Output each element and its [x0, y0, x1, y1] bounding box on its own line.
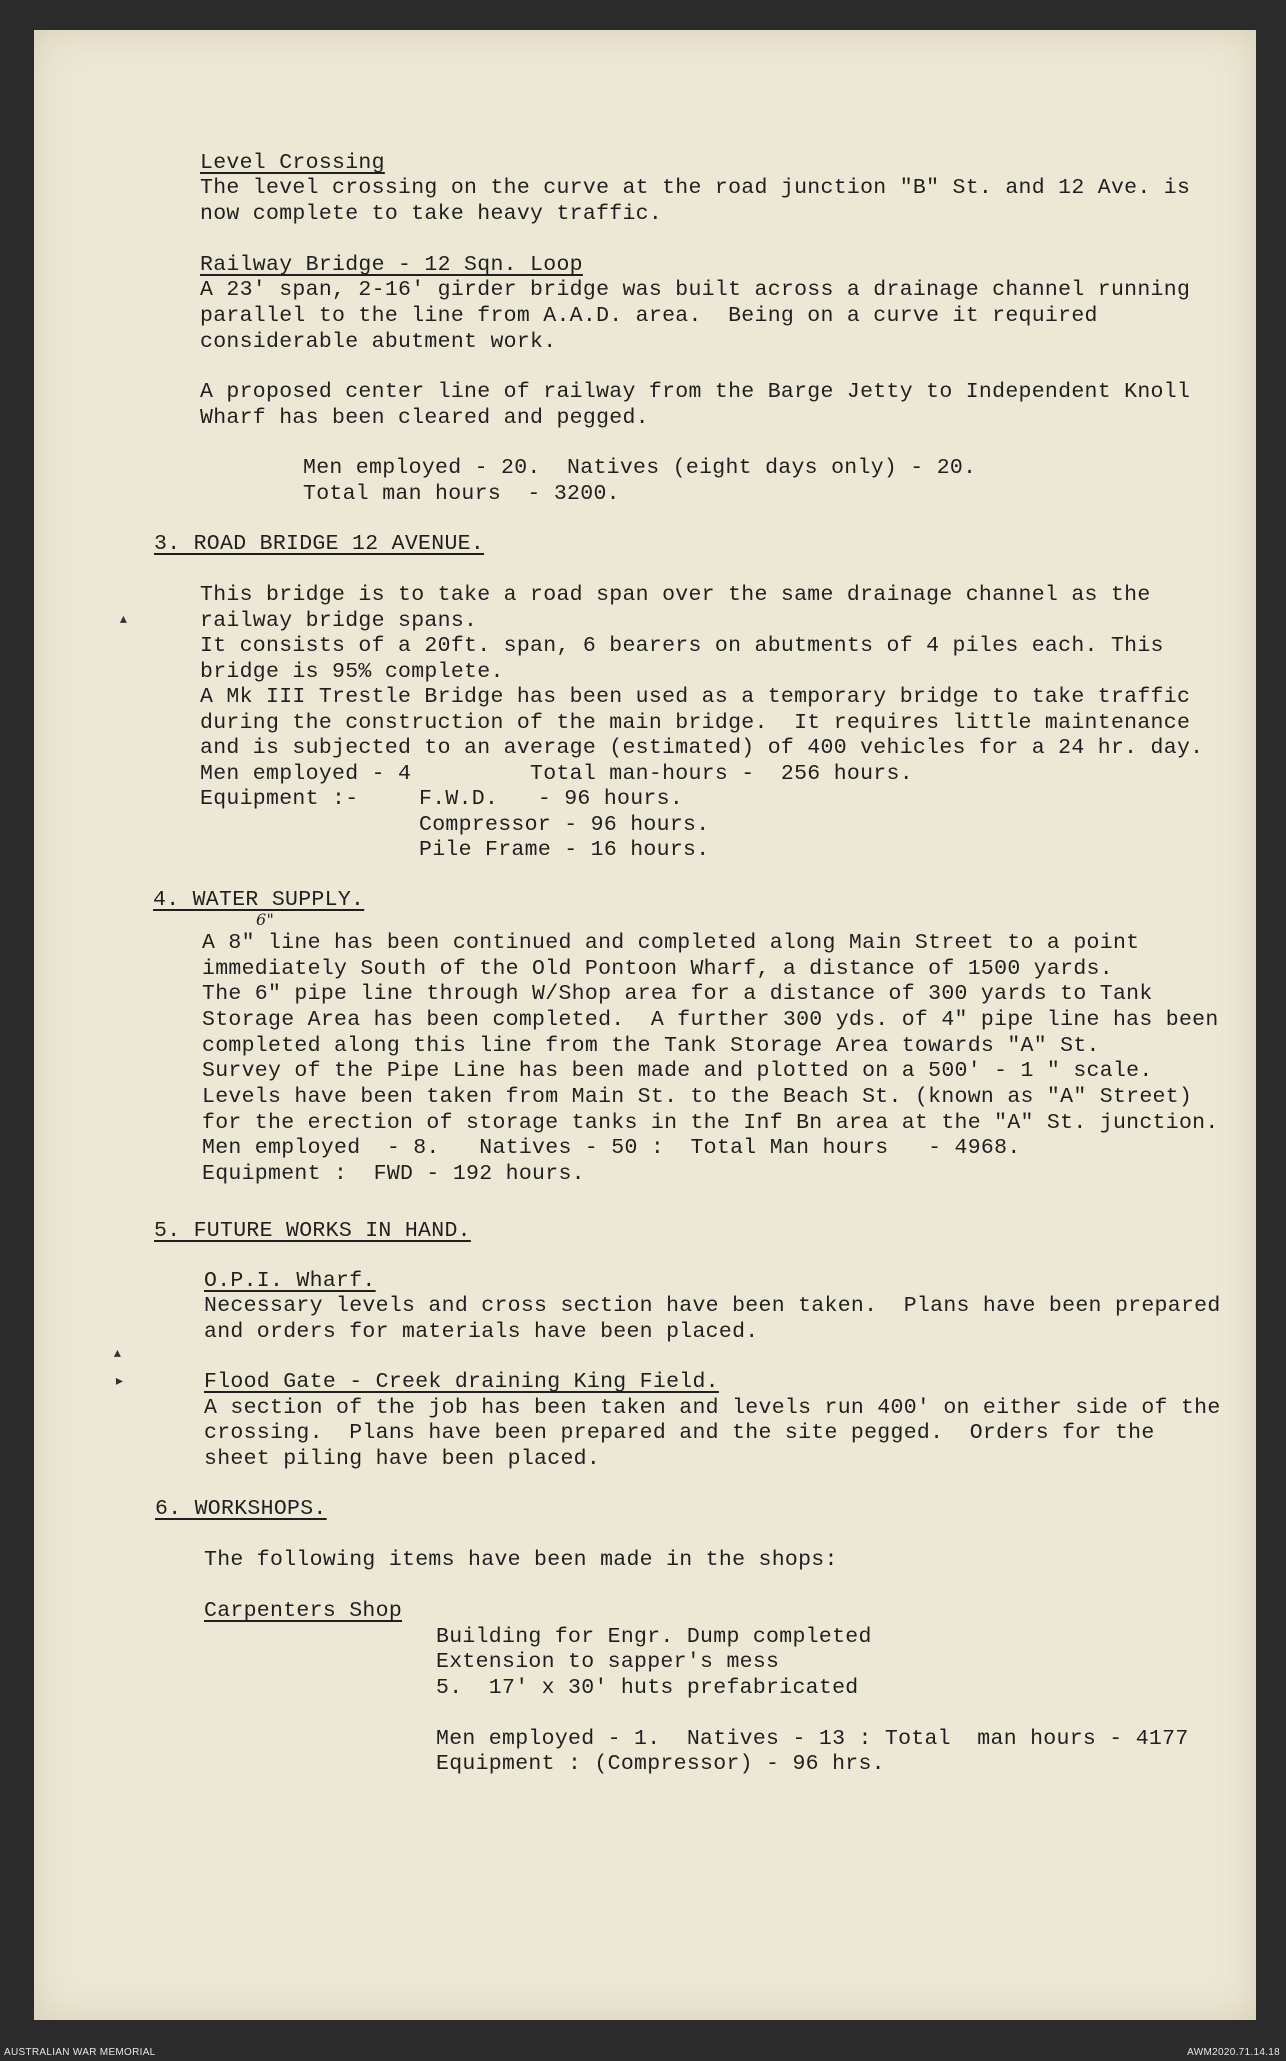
- handwritten-correction: 6": [256, 910, 275, 929]
- equipment-item: F.W.D. - 96 hours.: [419, 787, 684, 811]
- paragraph-line: railway bridge spans.: [200, 609, 478, 633]
- section-heading-water-supply: 4. WATER SUPPLY.: [153, 888, 365, 912]
- paragraph-line: Wharf has been cleared and pegged.: [200, 406, 649, 430]
- paragraph-line: Survey of the Pipe Line has been made and plotted on a 500' - 1 " scale.: [202, 1059, 1153, 1083]
- paragraph-line: Storage Area has been completed. A further 300 yds. of 4" pipe line has been: [202, 1008, 1219, 1032]
- paragraph-line: Men employed - 8. Natives - 50 : Total Man hours - 4968.: [202, 1136, 1021, 1160]
- paragraph-line: A Mk III Trestle Bridge has been used as a temporary bridge to take traffic: [200, 685, 1191, 709]
- paragraph-line: and is subjected to an average (estimated) of 400 vehicles for a 24 hr. day.: [200, 736, 1204, 760]
- paragraph-line: crossing. Plans have been prepared and the site pegged. Orders for the: [204, 1421, 1155, 1445]
- paragraph-line: A 8" line has been continued and completed along Main Street to a point: [202, 931, 1140, 955]
- document-page: [34, 30, 1256, 2020]
- railway-bridge-title: Railway Bridge - 12 Sqn. Loop: [200, 253, 583, 277]
- paragraph-line: Levels have been taken from Main St. to the Beach St. (known as "A" Street): [202, 1085, 1193, 1109]
- section-heading-road-bridge: 3. ROAD BRIDGE 12 AVENUE.: [154, 532, 485, 556]
- footer-reference: AWM2020.71.14.18: [1187, 2047, 1280, 2058]
- punch-mark: ▸: [114, 1372, 126, 1392]
- paragraph-line: for the erection of storage tanks in the Inf Bn area at the "A" St. junction.: [202, 1111, 1219, 1135]
- level-crossing-title: Level Crossing: [200, 151, 385, 175]
- paragraph-line: A section of the job has been taken and levels run 400' on either side of the: [204, 1396, 1221, 1420]
- section-heading-workshops: 6. WORKSHOPS.: [155, 1497, 327, 1521]
- paragraph-line: parallel to the line from A.A.D. area. Being on a curve it required: [200, 304, 1098, 328]
- paragraph-line: The level crossing on the curve at the road junction "B" St. and 12 Ave. is: [200, 176, 1191, 200]
- equipment-label: Equipment :-: [200, 787, 359, 811]
- paragraph-line: Necessary levels and cross section have been taken. Plans have been prepared: [204, 1294, 1221, 1318]
- paragraph-line: immediately South of the Old Pontoon Wharf, a distance of 1500 yards.: [202, 957, 1113, 981]
- workshop-item: 5. 17' x 30' huts prefabricated: [436, 1676, 859, 1700]
- paragraph-line: It consists of a 20ft. span, 6 bearers on abutments of 4 piles each. This: [200, 634, 1164, 658]
- paragraph-line: and orders for materials have been placed.: [204, 1320, 759, 1344]
- paragraph-line: considerable abutment work.: [200, 330, 557, 354]
- paragraph-line: A proposed center line of railway from the Barge Jetty to Independent Knoll: [200, 380, 1191, 404]
- paragraph-line: Men employed - 4 Total man-hours - 256 hours.: [200, 762, 913, 786]
- punch-mark: ▴: [118, 610, 130, 630]
- opi-wharf-title: O.P.I. Wharf.: [204, 1269, 376, 1293]
- workshop-item: Extension to sapper's mess: [436, 1650, 780, 1674]
- carpenters-shop-title: Carpenters Shop: [204, 1599, 403, 1623]
- equipment-item: Pile Frame - 16 hours.: [419, 838, 710, 862]
- workshops-intro: The following items have been made in the shops:: [204, 1548, 838, 1572]
- equipment-line: Equipment : (Compressor) - 96 hrs.: [436, 1752, 885, 1776]
- paragraph-line: sheet piling have been placed.: [204, 1447, 601, 1471]
- paragraph-line: Equipment : FWD - 192 hours.: [202, 1162, 585, 1186]
- paragraph-line: during the construction of the main bridge. It requires little maintenance: [200, 711, 1191, 735]
- paragraph-line: A 23' span, 2-16' girder bridge was built across a drainage channel running: [200, 278, 1191, 302]
- flood-gate-title: Flood Gate - Creek draining King Field.: [204, 1370, 719, 1394]
- men-employed-line: Men employed - 1. Natives - 13 : Total man hours - 4177: [436, 1727, 1189, 1751]
- section-heading-future-works: 5. FUTURE WORKS IN HAND.: [154, 1219, 471, 1243]
- paragraph-line: The 6" pipe line through W/Shop area for a distance of 300 yards to Tank: [202, 982, 1153, 1006]
- workshop-item: Building for Engr. Dump completed: [436, 1625, 872, 1649]
- paragraph-line: This bridge is to take a road span over the same drainage channel as the: [200, 583, 1151, 607]
- paragraph-line: bridge is 95% complete.: [200, 660, 504, 684]
- total-hours-line: Total man hours - 3200.: [303, 482, 620, 506]
- punch-mark: ▴: [112, 1344, 124, 1364]
- men-employed-line: Men employed - 20. Natives (eight days only) - 20.: [303, 456, 977, 480]
- paragraph-line: completed along this line from the Tank Storage Area towards "A" St.: [202, 1034, 1100, 1058]
- document-text: [34, 30, 1256, 2020]
- footer-credit: AUSTRALIAN WAR MEMORIAL: [4, 2047, 156, 2058]
- paragraph-line: now complete to take heavy traffic.: [200, 202, 663, 226]
- equipment-item: Compressor - 96 hours.: [419, 813, 710, 837]
